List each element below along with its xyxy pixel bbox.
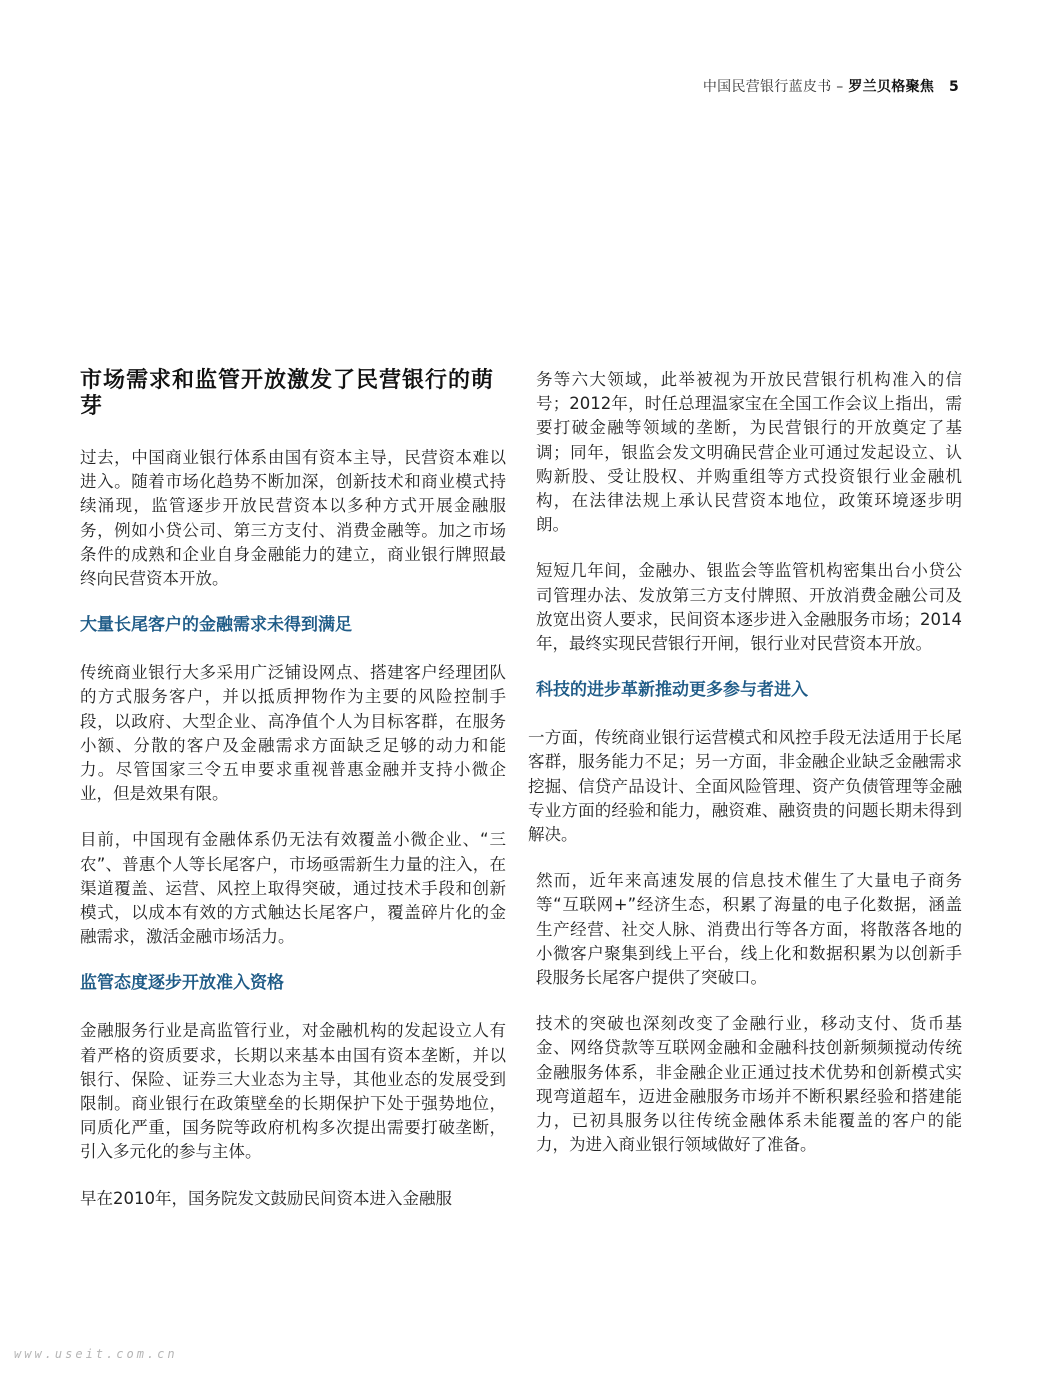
paragraph-on-one-hand: 一方面，传统商业银行运营模式和风控手段无法适用于长尾客群，服务能力不足；另一方面，非金融企业缺乏金融需求挖掘、信贷产品设计、全面风险管理、资产负债管理等金融专业方面的经验和能力，融资难、融资贵的问题长期未得到解决。 — [528, 728, 962, 845]
right-column — [528, 368, 962, 1179]
subheading-regulation: 监管态度逐步开放准入资格 — [80, 973, 284, 994]
running-header — [703, 76, 959, 96]
header-brand: 罗兰贝格聚焦 — [848, 79, 935, 95]
paragraph-six-domains: 务等六大领域，此举被视为开放民营银行机构准入的信号；2012年，时任总理温家宝在全国工作会议上指出，需要打破金融等领域的垄断，为民营银行的开放奠定了基调；同年，银监会发文明确民营企业可通过发起设立、认购新股、受让股权、并购重组等方式投资银行业金融机构，在法律法规上承认民营资本地位，政策环境逐步明朗。 — [536, 370, 962, 535]
subheading-technology: 科技的进步革新推动更多参与者进入 — [536, 680, 808, 701]
page-number: 5 — [948, 79, 959, 95]
section-title: 市场需求和监管开放激发了民营银行的萌芽 — [80, 368, 495, 419]
watermark: www.useit.com.cn — [14, 1347, 178, 1361]
paragraph-2010: 早在2010年，国务院发文鼓励民间资本进入金融服 — [80, 1188, 452, 1208]
intro-paragraph: 过去，中国商业银行体系由国有资本主导，民营资本难以进入。随着市场化趋势不断加深，创新技术和商业模式持续涌现，监管逐步开放民营资本以多种方式开展金融服务，例如小贷公司、第三方支付、消费金融等。加之市场条件的成熟和企业自身金融能力的建立，商业银行牌照最终向民营资本开放。 — [80, 448, 506, 589]
left-column — [80, 368, 506, 1233]
paragraph-information-technology: 然而，近年来高速发展的信息技术催生了大量电子商务等“互联网+”经济生态，积累了海量的电子化数据，涵盖生产经营、社交人脉、消费出行等各方面，将散落各地的小微客户聚集到线上平台，线上化和数据积累为以创新手段服务长尾客户提供了突破口。 — [536, 871, 962, 988]
paragraph-regulated-industry: 金融服务行业是高监管行业，对金融机构的发起设立人有着严格的资质要求，长期以来基本由国有资本垄断，并以银行、保险、证券三大业态为主导，其他业态的发展受到限制。商业银行在政策壁垒的长期保护下处于强势地位，同质化严重，国务院等政府机构多次提出需要打破垄断，引入多元化的参与主体。 — [80, 1021, 506, 1162]
header-title: 中国民营银行蓝皮书 – — [702, 79, 844, 95]
paragraph-tech-breakthrough: 技术的突破也深刻改变了金融行业，移动支付、货币基金、网络贷款等互联网金融和金融科技创新频频搅动传统金融服务体系，非金融企业正通过技术优势和创新模式实现弯道超车，迈进金融服务市场并不断积累经验和搭建能力，已初具服务以往传统金融体系未能覆盖的客户的能力，为进入商业银行领域做好了准备。 — [536, 1014, 962, 1155]
paragraph-traditional-banks: 传统商业银行大多采用广泛铺设网点、搭建客户经理团队的方式服务客户，并以抵质押物作为主要的风险控制手段，以政府、大型企业、高净值个人为目标客群，在服务小额、分散的客户及金融需求方面缺乏足够的动力和能力。尽管国家三令五申要求重视普惠金融并支持小微企业，但是效果有限。 — [80, 663, 506, 804]
paragraph-current-system: 目前，中国现有金融体系仍无法有效覆盖小微企业、“三农”、普惠个人等长尾客户，市场亟需新生力量的注入，在渠道覆盖、运营、风控上取得突破，通过技术手段和创新模式，以成本有效的方式触达长尾客户，覆盖碎片化的金融需求，激活金融市场活力。 — [80, 830, 506, 947]
subheading-long-tail-customers: 大量长尾客户的金融需求未得到满足 — [80, 615, 352, 636]
paragraph-few-years: 短短几年间，金融办、银监会等监管机构密集出台小贷公司管理办法、发放第三方支付牌照、开放消费金融公司及放宽出资人要求，民间资本逐步进入金融服务市场；2014年，最终实现民营银行开闸，银行业对民营资本开放。 — [536, 561, 962, 654]
